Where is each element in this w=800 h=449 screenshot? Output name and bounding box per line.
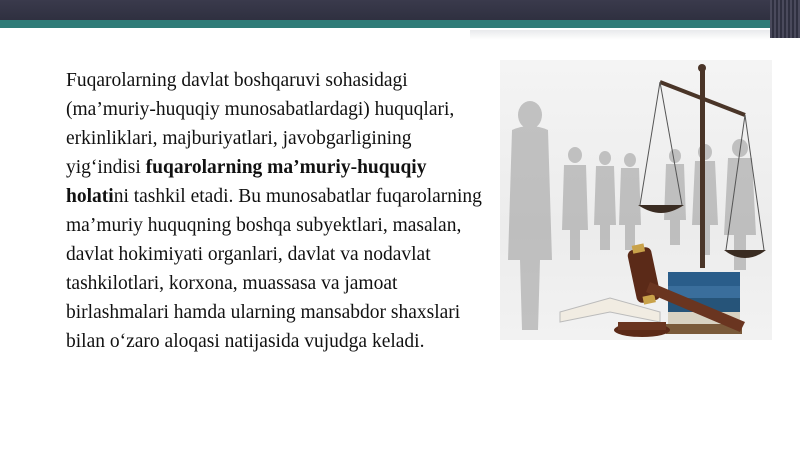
text-lead: Fuqarolarning davlat boshqaruvi sohasidagi (ma’muriy-huquqiy munosabatlardagi) huquqlari, erkinliklari, majburiyatlari, javobgarligining yig‘indisi <box>66 70 455 178</box>
scales-gavel-icon <box>500 60 772 340</box>
header-stripes-decoration <box>770 0 800 38</box>
header-shadow <box>470 30 770 40</box>
text-tail: ni tashkil etadi. Bu munosabatlar fuqarolarning ma’muriy huquqning boshqa subyektlari, masalan, davlat hokimiyati organlari, davlat va nodavlat tashkilotlari, korxona, muassasa va jamoat birlashmalari hamda ularning mansabdor shaxslari bilan o‘zaro aloqasi natijasida vujudga keladi. <box>66 186 482 352</box>
header-bar <box>0 0 800 20</box>
text-bold-term: fuqarolarning ma’muriy-huquqiy holati <box>66 157 427 207</box>
slide-body-text <box>66 66 486 356</box>
header-accent-line <box>0 20 800 28</box>
scales-of-justice-image <box>500 60 772 340</box>
